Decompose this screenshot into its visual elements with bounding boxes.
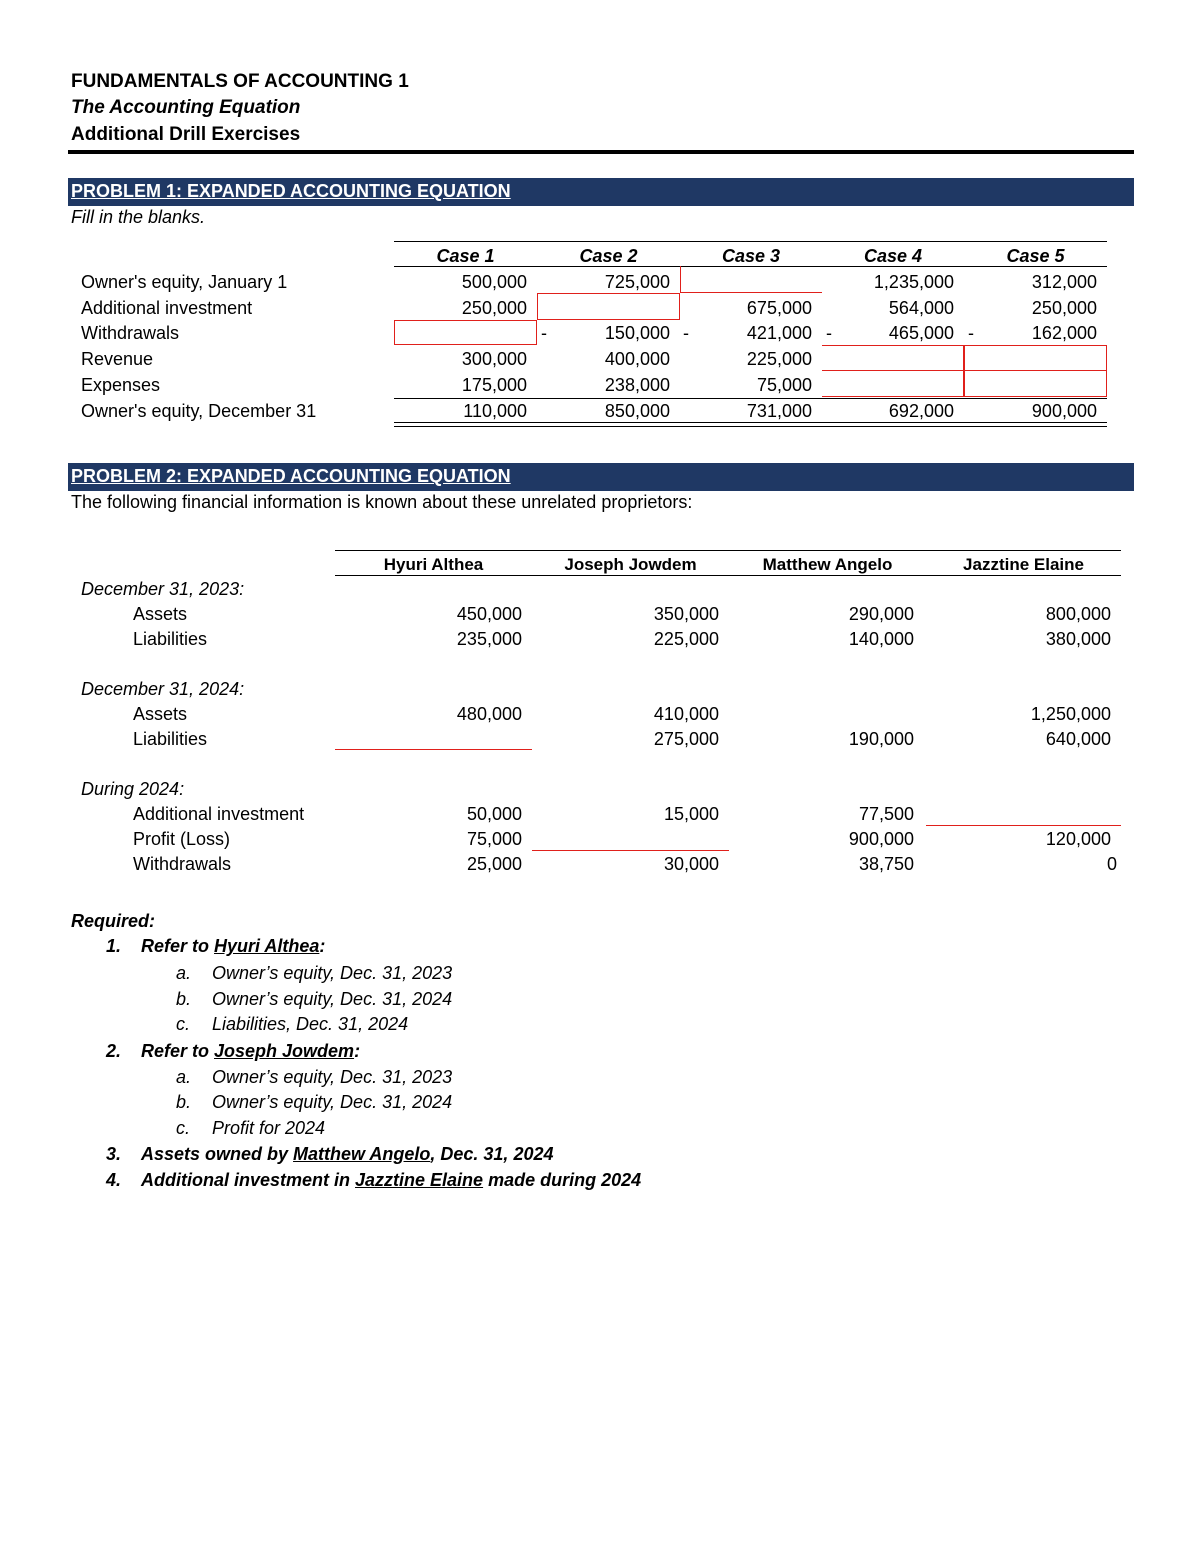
p1-cell: 1,235,000	[873, 272, 954, 292]
p1-cell: 421,000	[746, 323, 812, 343]
p2-cell: 140,000	[848, 629, 914, 649]
problem1-banner	[68, 178, 1134, 206]
p2-row-label: Additional investment	[133, 804, 305, 824]
p2-cell: 410,000	[653, 704, 719, 724]
blank-jazztine-additional-investment[interactable]	[926, 825, 1121, 826]
p1-cell: 312,000	[1031, 272, 1097, 292]
blank-case4-expenses[interactable]	[822, 371, 964, 397]
p1-cell: 725,000	[604, 272, 670, 292]
required-pre: Refer to	[141, 936, 215, 956]
required-heading: Required:	[71, 911, 156, 931]
required-post: , Dec. 31, 2024	[430, 1144, 554, 1164]
p2-cell: 350,000	[653, 604, 719, 624]
p1-cell: 564,000	[888, 298, 954, 318]
sub-letter: a.	[176, 1067, 192, 1087]
p2-cell: 450,000	[456, 604, 522, 624]
p1-row-label: Additional investment	[81, 298, 253, 318]
required-name: Jazztine Elaine	[355, 1170, 484, 1190]
p1-cell: 75,000	[756, 375, 812, 395]
p2-cell: 640,000	[1045, 729, 1111, 749]
required-post: :	[354, 1041, 361, 1061]
minus-sign: -	[683, 323, 689, 343]
p2-row-label: Assets	[133, 704, 188, 724]
p1-cell: 162,000	[1031, 323, 1097, 343]
p2-cell: 75,000	[466, 829, 522, 849]
required-num: 1.	[106, 936, 122, 956]
sub-text: Owner’s equity, Dec. 31, 2023	[212, 963, 453, 983]
p2-cell: 25,000	[466, 854, 522, 874]
required-pre: Additional investment in	[141, 1170, 356, 1190]
p2-row-label: Liabilities	[133, 729, 208, 749]
blank-hyuri-liabilities-2024[interactable]	[335, 749, 532, 750]
p1-cell: 300,000	[461, 349, 527, 369]
p2-col-jazztine: Jazztine Elaine	[963, 555, 1084, 574]
sub-letter: b.	[176, 1092, 192, 1112]
problem2-banner	[68, 463, 1134, 491]
p1-col-case4: Case 4	[863, 246, 923, 266]
p1-cell: 675,000	[746, 298, 812, 318]
problem2-title: PROBLEM 2: EXPANDED ACCOUNTING EQUATION	[71, 466, 511, 486]
blank-case5-revenue[interactable]	[964, 345, 1107, 371]
sub-letter: b.	[176, 989, 192, 1009]
p1-cell: 250,000	[461, 298, 527, 318]
blank-case1-withdrawals[interactable]	[394, 320, 537, 345]
p2-row-label: Assets	[133, 604, 188, 624]
p1-cell: 692,000	[888, 401, 954, 421]
required-item-2	[141, 1040, 360, 1062]
blank-case3-beginning-equity[interactable]	[680, 266, 822, 293]
sub-text: Owner’s equity, Dec. 31, 2024	[212, 1092, 453, 1112]
required-name: Hyuri Althea	[214, 936, 320, 956]
minus-sign: -	[541, 323, 547, 343]
p2-cell: 190,000	[848, 729, 914, 749]
blank-case2-additional-investment[interactable]	[537, 293, 680, 320]
p1-cell: 175,000	[461, 375, 527, 395]
p1-total-rule	[394, 398, 1107, 399]
p2-col-joseph: Joseph Jowdem	[564, 555, 697, 574]
course-title: FUNDAMENTALS OF ACCOUNTING 1	[71, 71, 409, 92]
p1-cell: 500,000	[461, 272, 527, 292]
p1-double-rule-2	[394, 426, 1107, 427]
sub-letter: c.	[176, 1014, 191, 1034]
p1-cell: 850,000	[604, 401, 670, 421]
problem1-title: PROBLEM 1: EXPANDED ACCOUNTING EQUATION	[71, 181, 511, 201]
required-post: :	[319, 936, 326, 956]
required-num: 4.	[106, 1170, 122, 1190]
p2-row-label: Profit (Loss)	[133, 829, 231, 849]
required-name: Joseph Jowdem	[214, 1041, 355, 1061]
p2-col-hyuri: Hyuri Althea	[383, 555, 484, 574]
p2-group-heading: December 31, 2023:	[81, 579, 245, 599]
p2-col-matthew: Matthew Angelo	[762, 555, 893, 574]
p1-col-case1: Case 1	[436, 246, 495, 266]
p2-cell: 38,750	[858, 854, 914, 874]
p2-cell: 225,000	[653, 629, 719, 649]
required-post: made during 2024	[483, 1170, 642, 1190]
p1-cell: 150,000	[604, 323, 670, 343]
required-num: 3.	[106, 1144, 122, 1164]
p2-group-heading: During 2024:	[81, 779, 185, 799]
p1-col-case5: Case 5	[1006, 246, 1065, 266]
sub-text: Owner’s equity, Dec. 31, 2023	[212, 1067, 453, 1087]
p1-row-label: Revenue	[81, 349, 154, 369]
p1-cell: 400,000	[604, 349, 670, 369]
sub-text: Liabilities, Dec. 31, 2024	[212, 1014, 409, 1034]
required-item-4	[141, 1169, 641, 1191]
p2-row-label: Withdrawals	[133, 854, 232, 874]
required-pre: Assets owned by	[141, 1144, 294, 1164]
sub-letter: c.	[176, 1118, 191, 1138]
p2-cell: 235,000	[456, 629, 522, 649]
p2-cell: 50,000	[466, 804, 522, 824]
p1-double-rule-1	[394, 422, 1107, 423]
p2-cell: 30,000	[663, 854, 719, 874]
topic-title: The Accounting Equation	[71, 97, 301, 118]
p2-cell: 120,000	[1045, 829, 1111, 849]
p2-cell: 77,500	[858, 804, 914, 824]
sub-text: Profit for 2024	[212, 1118, 326, 1138]
p1-cell: 900,000	[1031, 401, 1097, 421]
p2-cell: 1,250,000	[1030, 704, 1111, 724]
p2-cell: 15,000	[663, 804, 719, 824]
p1-cell: 731,000	[746, 401, 812, 421]
minus-sign: -	[826, 323, 832, 343]
p1-cell: 465,000	[888, 323, 954, 343]
p2-cell: 900,000	[848, 829, 914, 849]
blank-case4-revenue[interactable]	[822, 345, 964, 371]
required-name: Matthew Angelo	[293, 1144, 431, 1164]
sub-letter: a.	[176, 963, 192, 983]
p1-cell: 250,000	[1031, 298, 1097, 318]
p1-top-rule	[394, 241, 1107, 242]
required-num: 2.	[106, 1041, 122, 1061]
minus-sign: -	[968, 323, 974, 343]
p2-cell: 800,000	[1045, 604, 1111, 624]
p1-row-label: Withdrawals	[81, 323, 180, 343]
p2-cell: 0	[1106, 854, 1117, 874]
header-rule	[68, 150, 1134, 154]
blank-case5-expenses[interactable]	[964, 371, 1107, 397]
p2-top-rule	[335, 550, 1121, 551]
p2-cell: 480,000	[456, 704, 522, 724]
subtitle: Additional Drill Exercises	[71, 124, 301, 145]
p1-cell: 225,000	[746, 349, 812, 369]
required-item-1	[141, 935, 325, 957]
required-item-3	[141, 1143, 553, 1165]
p2-group-heading: December 31, 2024:	[81, 679, 245, 699]
problem2-instruction: The following financial information is known about these unrelated proprietors:	[71, 492, 693, 512]
p2-row-label: Liabilities	[133, 629, 208, 649]
p1-cell: 238,000	[604, 375, 670, 395]
required-pre: Refer to	[141, 1041, 215, 1061]
p1-row-label: Expenses	[81, 375, 161, 395]
p1-row-label: Owner's equity, January 1	[81, 272, 288, 292]
p2-cell: 290,000	[848, 604, 914, 624]
blank-joseph-profit[interactable]	[532, 850, 729, 851]
p1-row-label: Owner's equity, December 31	[81, 401, 317, 421]
problem1-instruction: Fill in the blanks.	[71, 207, 206, 227]
sub-text: Owner’s equity, Dec. 31, 2024	[212, 989, 453, 1009]
p2-cell: 380,000	[1045, 629, 1111, 649]
p1-col-case3: Case 3	[721, 246, 781, 266]
p1-cell: 110,000	[463, 401, 527, 421]
p2-cell: 275,000	[653, 729, 719, 749]
p1-col-case2: Case 2	[579, 246, 638, 266]
